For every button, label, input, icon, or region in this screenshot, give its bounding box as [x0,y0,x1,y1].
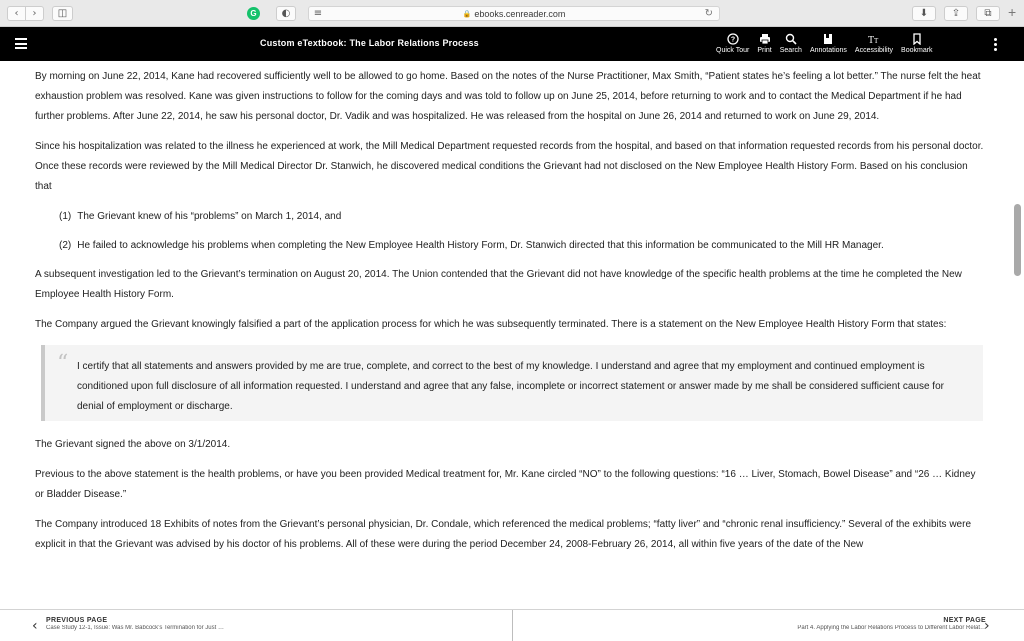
article-body [35,67,987,565]
download-icon[interactable]: ⬇ [912,6,936,21]
previous-page-title: Case Study 12-1, Issue: Was Mr. Babcock’s Termination for Just … [46,625,224,631]
history-nav [7,6,44,21]
quote-text: I certify that all statements and answers provided by me are true, complete, and correct to the best of my knowledge. I understand and agree that my employment and continued employment is conditioned upon full disclosure of all information requested. I understand and agree that any false, incomplete or incorrect statement or answer made by me shall be considered sufficient cause for denial of employment or discharge. [77,361,944,412]
sidebar-toggle-icon[interactable]: ◫ [52,6,73,21]
header-toolbar [712,32,937,58]
printer-icon [758,32,772,46]
list-item: (1) The Grievant knew of his “problems” on March 1, 2014, and [59,211,342,222]
paragraph: The Company argued the Grievant knowingly falsified a part of the application process for which he was subsequently terminated. There is a statement on the New Employee Health History Form that states: [35,319,947,330]
forward-arrow-icon[interactable]: › [25,7,43,20]
bookmark-button[interactable]: Bookmark [897,32,937,58]
search-icon [784,32,798,46]
new-tab-icon[interactable]: + [1008,4,1017,20]
paragraph: Since his hospitalization was related to the illness he experienced at work, the Mill Medical Department requested records from the hospital, and based on that information requested records from his personal doctor. Once these records were reviewed by the Mill Medical Director Dr. Stanwich, he discovered medical conditions the Grievant had not disclosed on the New Employee Health History Form. Based on his conclusion that [35,141,984,192]
lock-icon: 🔒 [462,10,472,18]
url-text: ebooks.cenreader.com [474,8,566,19]
question-circle-icon [726,32,740,46]
bookmark-icon [910,32,924,46]
paragraph: A subsequent investigation led to the Grievant’s termination on August 20, 2014. The Union contended that the Grievant did not have knowledge of the specific health problems at the time he completed the New Employee Health History Form. [35,269,962,300]
paragraph: By morning on June 22, 2014, Kane had recovered sufficiently well to be allowed to go home. Based on the notes of the Nurse Practitioner, Max Smith, “Patient states he’s feeling a lot better.” The nurse felt the heat exhaustion problem was resolved. Kane was given instructions to follow for the coming days and was told to follow up on June 25, 2014, before returning to work and to contact the Medical Department if he had further problems. After June 22, 2014, he saw his personal doctor, Dr. Vadik and was hospitalized. He was released from the hospital on June 26, 2014 and returned to work on June 29, 2014. [35,71,981,122]
paragraph: The Company introduced 18 Exhibits of notes from the Grievant’s personal physician, Dr. Condale, which referenced the medical problems; “fatty liver” and “chronic renal insufficiency.” Several of the exhibits were explicit in that the Grievant was advised by his doctor of his problems. All of these were during the period December 24, 2008-February 26, 2014, all within five years of the date of the New [35,519,972,550]
grammarly-extension-icon[interactable]: G [247,7,260,20]
annotations-button[interactable]: Annotations [806,32,851,58]
svg-text:T: T [867,35,875,45]
reader-icon[interactable]: ≡ [313,8,323,19]
numbered-list [59,207,987,256]
quick-tour-button[interactable]: ? Quick Tour [712,32,753,58]
previous-page-link[interactable] [46,617,346,631]
blockquote [41,345,983,421]
hamburger-menu-icon[interactable] [15,38,27,49]
shield-extension-icon[interactable]: ◐ [276,6,296,21]
scrollbar-thumb[interactable] [1014,204,1021,276]
footer-divider [512,610,513,641]
paragraph: Previous to the above statement is the health problems, or have you been provided Medical treatment for, Mr. Kane circled “NO” to the following questions: “16 … Liver, Stomach, Bowel Disease” and “26 … Kidney or Bladder Disease.” [35,469,976,500]
previous-page-label: PREVIOUS PAGE [46,617,108,624]
share-icon[interactable]: ⇪ [944,6,968,21]
paragraph: The Grievant signed the above on 3/1/2014. [35,439,231,450]
more-options-icon[interactable] [994,38,997,51]
next-page-link[interactable] [686,617,986,631]
reading-pane[interactable] [0,61,1024,609]
tabs-overview-icon[interactable]: ⧉ [976,6,1000,21]
browser-toolbar [0,0,1024,27]
next-page-title: Part 4. Applying the Labor Relations Process to Different Labor Relat… [797,625,986,631]
chevron-right-icon[interactable]: › [984,618,990,634]
quote-mark-icon: “ [57,351,69,376]
next-page-label: NEXT PAGE [943,617,986,624]
list-item: (2) He failed to acknowledge his problems when completing the New Employee Health History Form, Dr. Stanwich directed that this information be communicated to the Mill HR Manager. [59,240,884,251]
back-arrow-icon[interactable]: ‹ [14,8,19,19]
text-size-icon [867,32,881,46]
address-bar[interactable] [308,6,720,21]
page-navigation [0,609,1024,640]
svg-text:T: T [873,37,879,45]
book-title: Custom eTextbook: The Labor Relations Process [260,38,479,48]
annotations-icon [821,32,835,46]
svg-text:?: ? [730,36,735,44]
app-header [0,27,1024,61]
accessibility-button[interactable]: T T Accessibility [851,32,897,58]
chevron-left-icon[interactable]: ‹ [32,618,38,634]
reload-icon[interactable]: ↻ [704,8,713,19]
print-button[interactable]: Print [753,32,775,58]
search-button[interactable]: Search [776,32,806,58]
